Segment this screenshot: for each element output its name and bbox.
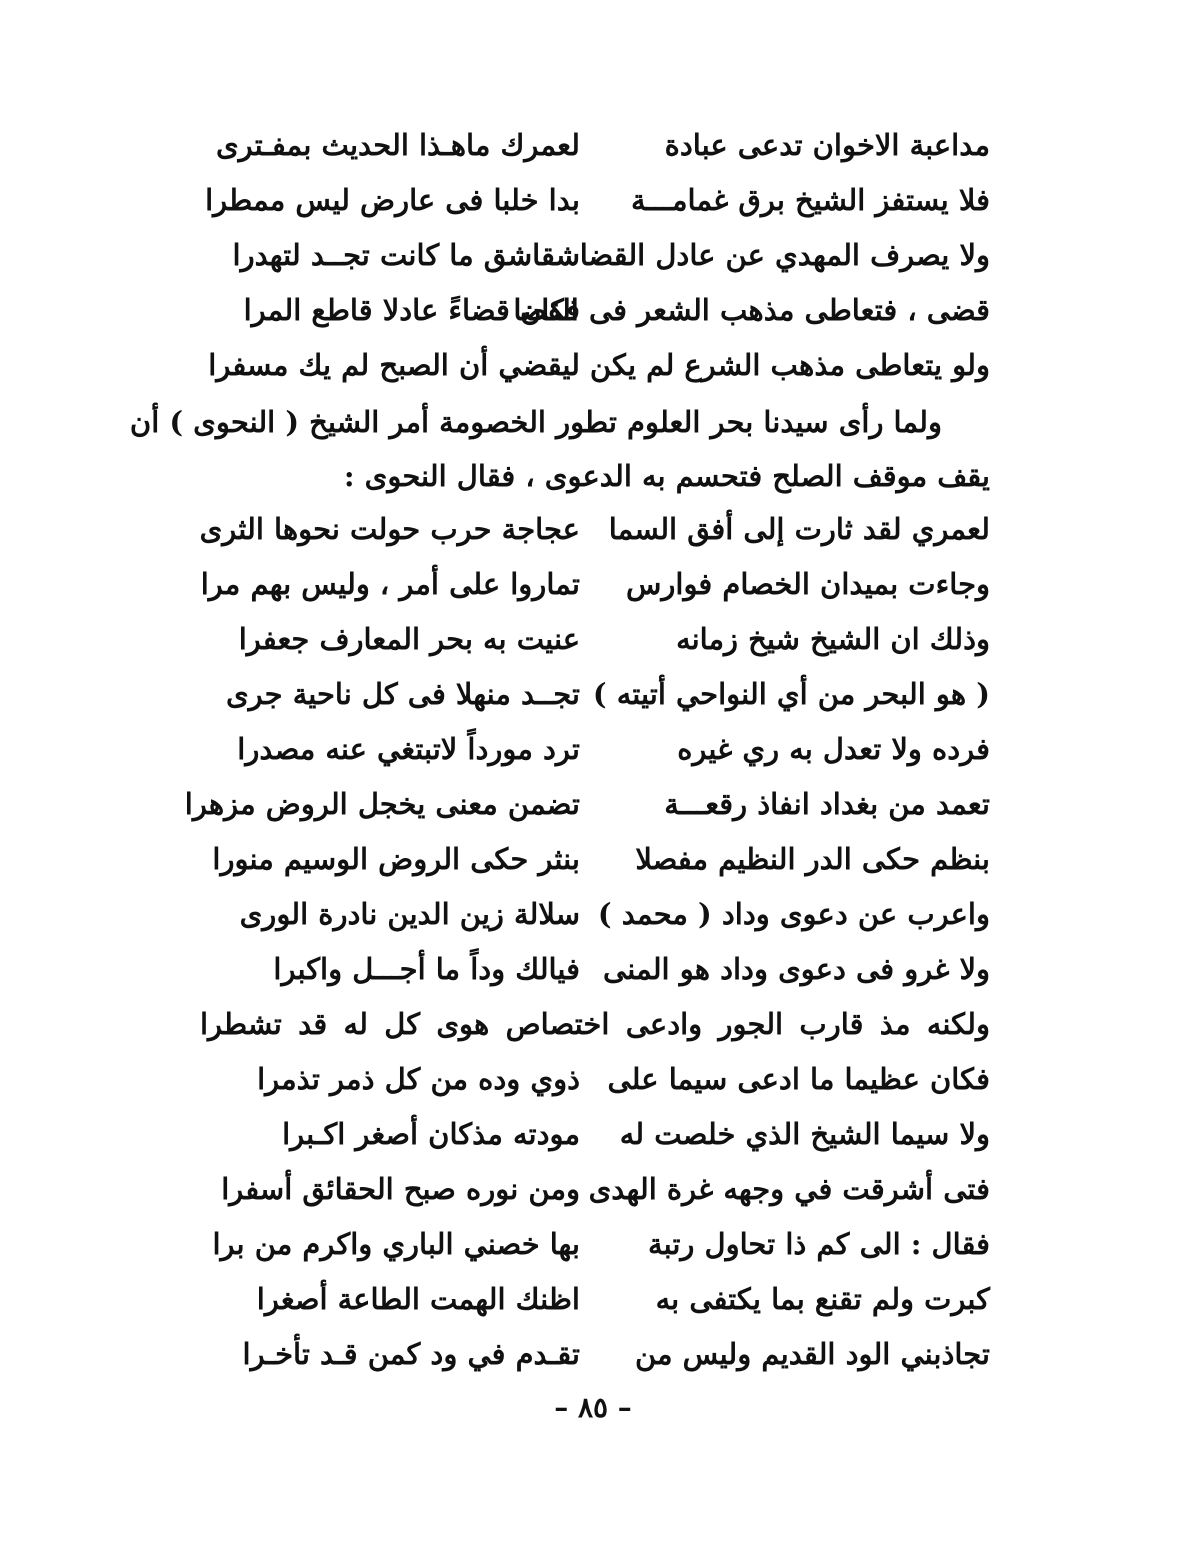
verse-line xyxy=(200,286,990,334)
second-hemistich: عنيت به بحر المعارف جعفرا xyxy=(238,622,580,656)
verse-line xyxy=(200,890,990,938)
verse-line xyxy=(200,615,990,663)
verse-line xyxy=(200,1165,990,1213)
first-hemistich: فكان عظيما ما ادعى سيما على xyxy=(607,1062,990,1096)
verse-line xyxy=(200,1110,990,1158)
second-hemistich: ليقضي أن الصبح لم يك مسفرا xyxy=(208,348,580,382)
second-hemistich: ذوي وده من كل ذمر تذمرا xyxy=(257,1062,580,1096)
verse-line xyxy=(184,780,990,828)
first-hemistich: فقال : الى كم ذا تحاول رتبة xyxy=(648,1227,990,1261)
first-hemistich: وجاءت بميدان الخصام فوارس xyxy=(625,567,990,601)
verse-line-full xyxy=(200,1000,990,1048)
first-hemistich: ولا غرو فى دعوى وداد هو المنى xyxy=(603,952,990,986)
first-hemistich: فرده ولا تعدل به ري غيره xyxy=(677,732,990,766)
second-hemistich: بها خصني الباري واكرم من برا xyxy=(212,1227,580,1261)
second-hemistich: تماروا على أمر ، وليس بهم مرا xyxy=(200,567,580,601)
page-number: – ٨٥ – xyxy=(554,1391,632,1424)
second-hemistich: فيالك وداً ما أجـــل واكبرا xyxy=(273,952,580,986)
second-hemistich: شقاشق ما كانت تجــد لتهدرا xyxy=(232,238,580,272)
first-hemistich: كبرت ولم تقنع بما يكتفى به xyxy=(655,1282,990,1316)
verse-line xyxy=(200,341,990,389)
first-hemistich: فلا يستفز الشيخ برق غمامـــة xyxy=(630,183,990,217)
first-hemistich: ولا سيما الشيخ الذي خلصت له xyxy=(619,1117,990,1151)
verse-line xyxy=(200,1220,990,1268)
first-hemistich: فتى أشرقت في وجهه غرة الهدى xyxy=(588,1172,990,1206)
second-hemistich: فكان قضاءً عادلا قاطع المرا xyxy=(243,293,580,327)
second-hemistich: تقـدم في ود كمن قـد تأخـرا xyxy=(242,1337,580,1371)
first-hemistich: مداعبة الاخوان تدعى عبادة xyxy=(664,128,990,162)
first-hemistich: قضى ، فتعاطى مذهب الشعر فى القضا xyxy=(513,293,990,327)
prose-line: يقف موقف الصلح فتحسم به الدعوى ، فقال النحوى : xyxy=(343,459,990,493)
second-hemistich: سلالة زين الدين نادرة الورى xyxy=(239,897,580,931)
first-hemistich: ( هو البحر من أي النواحي أتيته ) xyxy=(592,677,990,711)
verse-line xyxy=(200,1330,990,1378)
first-hemistich: تعمد من بغداد انفاذ رقعـــة xyxy=(664,787,990,821)
prose-line: ولما رأى سيدنا بحر العلوم تطور الخصومة أمر الشيخ ( النحوى ) أن xyxy=(129,405,942,439)
first-hemistich: وذلك ان الشيخ شيخ زمانه xyxy=(676,622,990,656)
second-hemistich: عجاجة حرب حولت نحوها الثرى xyxy=(199,512,580,546)
second-hemistich: مودته مذكان أصغر اكـبرا xyxy=(282,1117,580,1151)
verse-line xyxy=(200,945,990,993)
first-hemistich: بنظم حكى الدر النظيم مفصلا xyxy=(635,842,990,876)
verse-line xyxy=(200,560,990,608)
verse-line xyxy=(200,1055,990,1103)
verse-line xyxy=(200,121,990,169)
verse-line xyxy=(200,1275,990,1323)
first-hemistich: ولو يتعاطى مذهب الشرع لم يكن xyxy=(589,348,990,382)
verse-line xyxy=(200,670,990,718)
second-hemistich: بدا خلبا فى عارض ليس ممطرا xyxy=(205,183,580,217)
verse-line xyxy=(200,176,990,224)
verse-line xyxy=(200,725,990,773)
first-hemistich: لعمري لقد ثارت إلى أفق السما xyxy=(608,512,990,546)
first-hemistich: تجاذبني الود القديم وليس من xyxy=(634,1337,990,1371)
second-hemistich: تضمن معنى يخجل الروض مزهرا xyxy=(184,787,580,821)
first-hemistich: ولا يصرف المهدي عن عادل القضا xyxy=(579,238,990,272)
verse-line xyxy=(200,231,990,279)
verse-line xyxy=(200,505,990,553)
first-hemistich: واعرب عن دعوى وداد ( محمد ) xyxy=(597,897,990,931)
second-hemistich: ترد مورداً لاتبتغي عنه مصدرا xyxy=(237,732,580,766)
second-hemistich: تجــد منهلا فى كل ناحية جرى xyxy=(225,677,580,711)
second-hemistich: اظنك الهمت الطاعة أصغرا xyxy=(256,1282,580,1316)
full-verse-text: ولكنه مذ قارب الجور وادعى اختصاص هوى كل له قد تشطرا xyxy=(200,1007,990,1041)
second-hemistich: لعمرك ماهـذا الحديث بمفـترى xyxy=(215,128,580,162)
second-hemistich: بنثر حكى الروض الوسيم منورا xyxy=(212,842,580,876)
second-hemistich: ومن نوره صبح الحقائق أسفرا xyxy=(221,1172,580,1206)
verse-line xyxy=(200,835,990,883)
